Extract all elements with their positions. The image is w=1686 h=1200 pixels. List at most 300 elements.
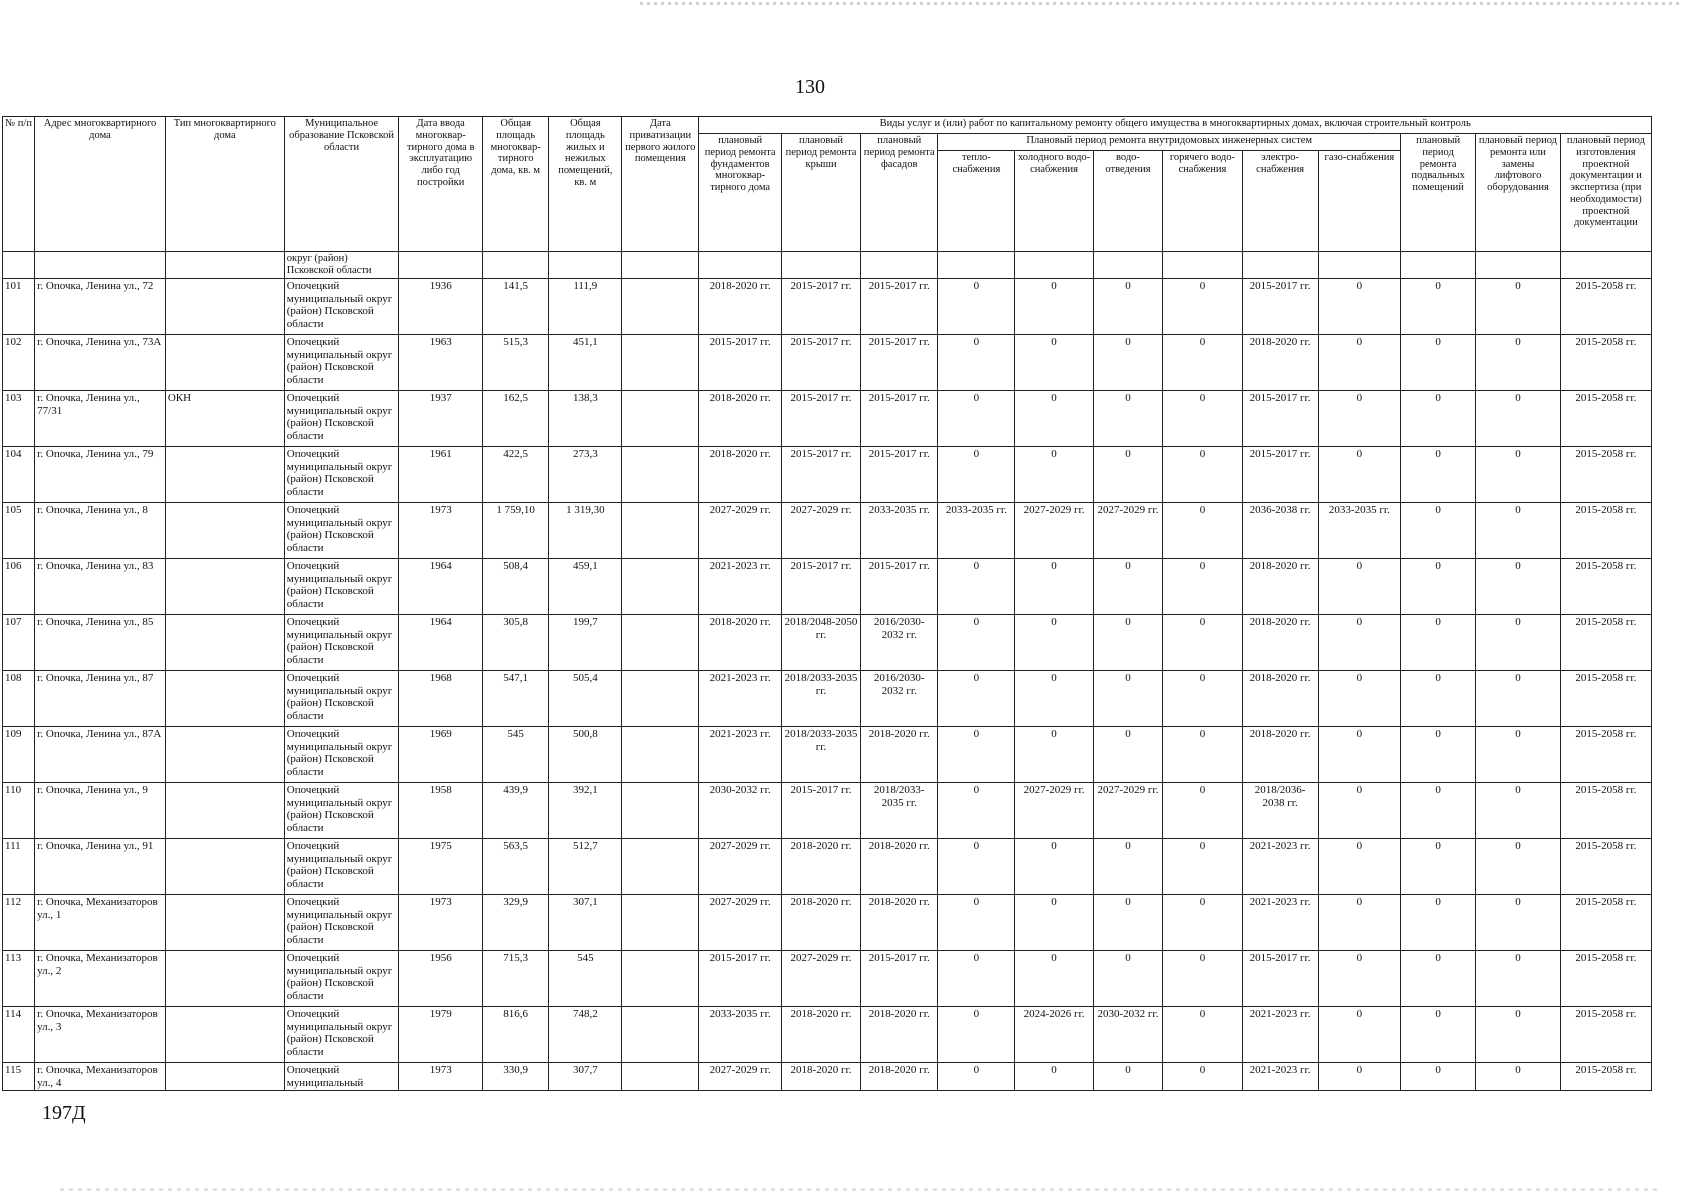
cell-foundation: 2015-2017 гг. (699, 951, 782, 1007)
cell-gas: 0 (1318, 783, 1401, 839)
cell-living-area: 500,8 (549, 727, 622, 783)
cell-municipality: Опочецкий муниципальный округ (район) Псковской области (284, 615, 399, 671)
cell-hot-water: 0 (1163, 671, 1242, 727)
cell-elevator: 0 (1476, 279, 1561, 335)
cell-sewage: 0 (1093, 671, 1163, 727)
cell-hot-water: 0 (1163, 895, 1242, 951)
cell-design-docs: 2015-2058 гг. (1560, 895, 1651, 951)
cell-roof: 2018-2020 гг. (781, 839, 860, 895)
col-sewage-header: водо-отведения (1093, 151, 1163, 252)
cell-year: 1979 (399, 1007, 483, 1063)
cell-design-docs: 2015-2058 гг. (1560, 1063, 1651, 1091)
cell-type (165, 895, 284, 951)
cell-heat: 0 (938, 839, 1015, 895)
cell-gas: 0 (1318, 671, 1401, 727)
cell-privatization (622, 1007, 699, 1063)
cell-facade: 2018/2033-2035 гг. (861, 783, 938, 839)
cell-privatization (622, 615, 699, 671)
cell-address: г. Опочка, Ленина ул., 9 (35, 783, 166, 839)
cell-design-docs: 2015-2058 гг. (1560, 447, 1651, 503)
cell-foundation: 2033-2035 гг. (699, 1007, 782, 1063)
cell-elevator: 0 (1476, 615, 1561, 671)
cell-living-area: 111,9 (549, 279, 622, 335)
cell-gas: 0 (1318, 951, 1401, 1007)
cell-design-docs: 2015-2058 гг. (1560, 951, 1651, 1007)
cell-privatization (622, 559, 699, 615)
cell-elevator: 0 (1476, 1063, 1561, 1091)
cell-municipality: Опочецкий муниципальный округ (район) Псковской области (284, 671, 399, 727)
table-row (3, 895, 1652, 951)
cell-year: 1964 (399, 615, 483, 671)
continuation-municipality: округ (район) Псковской области (284, 252, 399, 279)
cell-total-area: 563,5 (482, 839, 548, 895)
page-number: 130 (795, 76, 825, 98)
table-row (3, 1063, 1652, 1091)
cell-living-area: 138,3 (549, 391, 622, 447)
cell-privatization (622, 839, 699, 895)
table-row (3, 1007, 1652, 1063)
cell-address: г. Опочка, Ленина ул., 87 (35, 671, 166, 727)
cell-type (165, 951, 284, 1007)
cell-municipality: Опочецкий муниципальный округ (район) Псковской области (284, 279, 399, 335)
services-group-header: Виды услуг и (или) работ по капитальному ремонту общего имущества в многоквартирных домах, включая строительный контроль (699, 117, 1652, 134)
cell-living-area: 512,7 (549, 839, 622, 895)
document-code: 197Д (42, 1102, 86, 1124)
header-row-top (3, 117, 1652, 134)
cell-privatization (622, 727, 699, 783)
table-row (3, 279, 1652, 335)
cell-hot-water: 0 (1163, 503, 1242, 559)
table-row (3, 335, 1652, 391)
cell-year: 1973 (399, 503, 483, 559)
cell-living-area: 1 319,30 (549, 503, 622, 559)
cell-sewage: 0 (1093, 615, 1163, 671)
cell-basement: 0 (1401, 335, 1476, 391)
cell-electricity: 2021-2023 гг. (1242, 1063, 1318, 1091)
cell-cold-water: 0 (1015, 1063, 1093, 1091)
cell-electricity: 2021-2023 гг. (1242, 839, 1318, 895)
cell-elevator: 0 (1476, 895, 1561, 951)
cell-gas: 0 (1318, 839, 1401, 895)
cell-total-area: 439,9 (482, 783, 548, 839)
cell-facade: 2015-2017 гг. (861, 951, 938, 1007)
cell-year: 1956 (399, 951, 483, 1007)
col-design-docs-header: плановый период изготовления проектной документации и экспертиза (при необходимости) проектной документации (1560, 134, 1651, 252)
cell-electricity: 2015-2017 гг. (1242, 391, 1318, 447)
cell-gas: 0 (1318, 1063, 1401, 1091)
cell-year: 1973 (399, 895, 483, 951)
cell-total-area: 715,3 (482, 951, 548, 1007)
cell-gas: 0 (1318, 279, 1401, 335)
cell-cold-water: 0 (1015, 951, 1093, 1007)
cell-living-area: 459,1 (549, 559, 622, 615)
cell-type (165, 1063, 284, 1091)
cell-foundation: 2018-2020 гг. (699, 279, 782, 335)
cell-cold-water: 0 (1015, 559, 1093, 615)
cell-elevator: 0 (1476, 727, 1561, 783)
cell-municipality: Опочецкий муниципальный округ (район) Псковской области (284, 391, 399, 447)
cell-elevator: 0 (1476, 839, 1561, 895)
cell-living-area: 199,7 (549, 615, 622, 671)
cell-electricity: 2021-2023 гг. (1242, 895, 1318, 951)
cell-roof: 2027-2029 гг. (781, 503, 860, 559)
cell-design-docs: 2015-2058 гг. (1560, 279, 1651, 335)
cell-heat: 0 (938, 391, 1015, 447)
cell-electricity: 2015-2017 гг. (1242, 447, 1318, 503)
cell-gas: 0 (1318, 391, 1401, 447)
cell-address: г. Опочка, Ленина ул., 77/31 (35, 391, 166, 447)
cell-heat: 2033-2035 гг. (938, 503, 1015, 559)
cell-total-area: 1 759,10 (482, 503, 548, 559)
scan-artifact-top (640, 2, 1680, 5)
cell-elevator: 0 (1476, 783, 1561, 839)
cell-year: 1936 (399, 279, 483, 335)
cell-privatization (622, 895, 699, 951)
cell-year: 1975 (399, 839, 483, 895)
cell-sewage: 0 (1093, 839, 1163, 895)
cell-total-area: 816,6 (482, 1007, 548, 1063)
cell-address: г. Опочка, Ленина ул., 85 (35, 615, 166, 671)
cell-elevator: 0 (1476, 335, 1561, 391)
cell-facade: 2015-2017 гг. (861, 335, 938, 391)
cell-facade: 2033-2035 гг. (861, 503, 938, 559)
cell-address: г. Опочка, Ленина ул., 72 (35, 279, 166, 335)
cell-total-area: 422,5 (482, 447, 548, 503)
cell-year: 1937 (399, 391, 483, 447)
cell-foundation: 2015-2017 гг. (699, 335, 782, 391)
cell-roof: 2015-2017 гг. (781, 559, 860, 615)
cell-heat: 0 (938, 279, 1015, 335)
cell-roof: 2018-2020 гг. (781, 895, 860, 951)
cell-municipality: Опочецкий муниципальный округ (район) Псковской области (284, 727, 399, 783)
cell-num: 112 (3, 895, 35, 951)
cell-num: 115 (3, 1063, 35, 1091)
cell-electricity: 2018-2020 гг. (1242, 671, 1318, 727)
cell-elevator: 0 (1476, 503, 1561, 559)
col-roof-header: плановый период ремонта крыши (781, 134, 860, 252)
cell-foundation: 2021-2023 гг. (699, 671, 782, 727)
cell-design-docs: 2015-2058 гг. (1560, 335, 1651, 391)
cell-basement: 0 (1401, 895, 1476, 951)
cell-foundation: 2030-2032 гг. (699, 783, 782, 839)
cell-cold-water: 0 (1015, 727, 1093, 783)
col-elevator-header: плановый период ремонта или замены лифтового оборудования (1476, 134, 1561, 252)
cell-privatization (622, 335, 699, 391)
cell-heat: 0 (938, 559, 1015, 615)
cell-municipality: Опочецкий муниципальный округ (район) Псковской области (284, 951, 399, 1007)
cell-design-docs: 2015-2058 гг. (1560, 671, 1651, 727)
cell-type (165, 839, 284, 895)
cell-hot-water: 0 (1163, 615, 1242, 671)
cell-electricity: 2015-2017 гг. (1242, 279, 1318, 335)
cell-foundation: 2021-2023 гг. (699, 727, 782, 783)
cell-year: 1964 (399, 559, 483, 615)
cell-sewage: 0 (1093, 895, 1163, 951)
cell-total-area: 141,5 (482, 279, 548, 335)
cell-elevator: 0 (1476, 951, 1561, 1007)
cell-living-area: 307,7 (549, 1063, 622, 1091)
cell-year: 1968 (399, 671, 483, 727)
cell-address: г. Опочка, Ленина ул., 87А (35, 727, 166, 783)
cell-facade: 2018-2020 гг. (861, 1063, 938, 1091)
cell-facade: 2016/2030-2032 гг. (861, 615, 938, 671)
cell-electricity: 2015-2017 гг. (1242, 951, 1318, 1007)
table-row (3, 615, 1652, 671)
col-total-area-header: Общая площадь многоквар-тирного дома, кв. м (482, 117, 548, 252)
cell-type (165, 727, 284, 783)
cell-facade: 2018-2020 гг. (861, 727, 938, 783)
cell-living-area: 545 (549, 951, 622, 1007)
col-commission-year-header: Дата ввода многоквар-тирного дома в эксплуатацию либо год постройки (399, 117, 483, 252)
cell-electricity: 2018/2036-2038 гг. (1242, 783, 1318, 839)
cell-basement: 0 (1401, 503, 1476, 559)
cell-municipality: Опочецкий муниципальный округ (район) Псковской области (284, 559, 399, 615)
cell-facade: 2018-2020 гг. (861, 1007, 938, 1063)
cell-roof: 2015-2017 гг. (781, 279, 860, 335)
cell-municipality: Опочецкий муниципальный округ (район) Псковской области (284, 895, 399, 951)
cell-living-area: 307,1 (549, 895, 622, 951)
col-basement-header: плановый период ремонта подвальных помещений (1401, 134, 1476, 252)
cell-address: г. Опочка, Механизаторов ул., 4 (35, 1063, 166, 1091)
cell-facade: 2016/2030-2032 гг. (861, 671, 938, 727)
cell-roof: 2015-2017 гг. (781, 783, 860, 839)
cell-municipality: Опочецкий муниципальный округ (район) Псковской области (284, 447, 399, 503)
cell-design-docs: 2015-2058 гг. (1560, 559, 1651, 615)
cell-num: 104 (3, 447, 35, 503)
cell-privatization (622, 391, 699, 447)
cell-roof: 2018/2033-2035 гг. (781, 671, 860, 727)
cell-total-area: 162,5 (482, 391, 548, 447)
cell-year: 1973 (399, 1063, 483, 1091)
col-address-header: Адрес многоквартирного дома (35, 117, 166, 252)
cell-type (165, 447, 284, 503)
cell-type (165, 615, 284, 671)
cell-total-area: 547,1 (482, 671, 548, 727)
cell-address: г. Опочка, Механизаторов ул., 3 (35, 1007, 166, 1063)
cell-privatization (622, 783, 699, 839)
cell-hot-water: 0 (1163, 727, 1242, 783)
col-hot-water-header: горячего водо-снабжения (1163, 151, 1242, 252)
cell-heat: 0 (938, 783, 1015, 839)
cell-heat: 0 (938, 1007, 1015, 1063)
cell-type (165, 559, 284, 615)
col-gas-header: газо-снабжения (1318, 151, 1401, 252)
cell-num: 113 (3, 951, 35, 1007)
cell-privatization (622, 671, 699, 727)
cell-type (165, 671, 284, 727)
table-row (3, 839, 1652, 895)
cell-roof: 2018/2048-2050 гг. (781, 615, 860, 671)
cell-sewage: 0 (1093, 727, 1163, 783)
cell-elevator: 0 (1476, 391, 1561, 447)
cell-elevator: 0 (1476, 1007, 1561, 1063)
cell-total-area: 508,4 (482, 559, 548, 615)
cell-year: 1969 (399, 727, 483, 783)
cell-foundation: 2027-2029 гг. (699, 839, 782, 895)
cell-design-docs: 2015-2058 гг. (1560, 839, 1651, 895)
cell-num: 114 (3, 1007, 35, 1063)
cell-municipality: Опочецкий муниципальный округ (район) Псковской области (284, 839, 399, 895)
cell-num: 111 (3, 839, 35, 895)
cell-num: 109 (3, 727, 35, 783)
cell-facade: 2015-2017 гг. (861, 391, 938, 447)
cell-privatization (622, 503, 699, 559)
col-privatization-header: Дата приватизации первого жилого помещения (622, 117, 699, 252)
cell-sewage: 2030-2032 гг. (1093, 1007, 1163, 1063)
cell-hot-water: 0 (1163, 951, 1242, 1007)
table-row (3, 447, 1652, 503)
cell-year: 1961 (399, 447, 483, 503)
cell-basement: 0 (1401, 727, 1476, 783)
cell-year: 1958 (399, 783, 483, 839)
cell-sewage: 2027-2029 гг. (1093, 503, 1163, 559)
cell-heat: 0 (938, 671, 1015, 727)
cell-cold-water: 0 (1015, 279, 1093, 335)
repair-schedule-table (2, 116, 1652, 1091)
cell-roof: 2018-2020 гг. (781, 1063, 860, 1091)
cell-gas: 0 (1318, 447, 1401, 503)
cell-sewage: 0 (1093, 279, 1163, 335)
cell-cold-water: 0 (1015, 671, 1093, 727)
col-foundation-header: плановый период ремонта фундаментов многоквар-тирного дома (699, 134, 782, 252)
cell-cold-water: 0 (1015, 615, 1093, 671)
cell-type: ОКН (165, 391, 284, 447)
cell-foundation: 2027-2029 гг. (699, 503, 782, 559)
cell-gas: 2033-2035 гг. (1318, 503, 1401, 559)
cell-cold-water: 2027-2029 гг. (1015, 503, 1093, 559)
cell-electricity: 2036-2038 гг. (1242, 503, 1318, 559)
cell-foundation: 2027-2029 гг. (699, 1063, 782, 1091)
cell-gas: 0 (1318, 615, 1401, 671)
cell-design-docs: 2015-2058 гг. (1560, 615, 1651, 671)
cell-basement: 0 (1401, 951, 1476, 1007)
cell-facade: 2015-2017 гг. (861, 279, 938, 335)
cell-sewage: 0 (1093, 335, 1163, 391)
continuation-row (3, 252, 1652, 279)
cell-sewage: 0 (1093, 447, 1163, 503)
cell-num: 102 (3, 335, 35, 391)
cell-num: 105 (3, 503, 35, 559)
table-row (3, 727, 1652, 783)
cell-cold-water: 0 (1015, 335, 1093, 391)
cell-cold-water: 0 (1015, 839, 1093, 895)
table-row (3, 503, 1652, 559)
cell-municipality: Опочецкий муниципальный округ (район) Псковской области (284, 335, 399, 391)
cell-sewage: 0 (1093, 391, 1163, 447)
table-row (3, 559, 1652, 615)
cell-electricity: 2018-2020 гг. (1242, 559, 1318, 615)
cell-roof: 2015-2017 гг. (781, 335, 860, 391)
cell-living-area: 451,1 (549, 335, 622, 391)
cell-foundation: 2027-2029 гг. (699, 895, 782, 951)
cell-foundation: 2018-2020 гг. (699, 615, 782, 671)
cell-address: г. Опочка, Ленина ул., 83 (35, 559, 166, 615)
cell-total-area: 545 (482, 727, 548, 783)
cell-total-area: 329,9 (482, 895, 548, 951)
cell-total-area: 305,8 (482, 615, 548, 671)
cell-living-area: 505,4 (549, 671, 622, 727)
cell-heat: 0 (938, 951, 1015, 1007)
cell-gas: 0 (1318, 1007, 1401, 1063)
col-heat-header: тепло-снабжения (938, 151, 1015, 252)
cell-basement: 0 (1401, 783, 1476, 839)
cell-municipality: Опочецкий муниципальный округ (район) Псковской области (284, 1007, 399, 1063)
cell-hot-water: 0 (1163, 1063, 1242, 1091)
cell-hot-water: 0 (1163, 559, 1242, 615)
cell-municipality: Опочецкий муниципальный округ (район) Псковской области (284, 783, 399, 839)
cell-facade: 2018-2020 гг. (861, 839, 938, 895)
cell-roof: 2015-2017 гг. (781, 391, 860, 447)
cell-foundation: 2021-2023 гг. (699, 559, 782, 615)
table-row (3, 391, 1652, 447)
cell-living-area: 273,3 (549, 447, 622, 503)
cell-num: 103 (3, 391, 35, 447)
cell-num: 108 (3, 671, 35, 727)
cell-privatization (622, 447, 699, 503)
cell-design-docs: 2015-2058 гг. (1560, 1007, 1651, 1063)
cell-privatization (622, 1063, 699, 1091)
cell-hot-water: 0 (1163, 1007, 1242, 1063)
cell-hot-water: 0 (1163, 279, 1242, 335)
cell-type (165, 279, 284, 335)
cell-facade: 2015-2017 гг. (861, 559, 938, 615)
cell-sewage: 0 (1093, 559, 1163, 615)
cell-basement: 0 (1401, 559, 1476, 615)
cell-roof: 2018-2020 гг. (781, 1007, 860, 1063)
cell-basement: 0 (1401, 279, 1476, 335)
cell-design-docs: 2015-2058 гг. (1560, 391, 1651, 447)
table-row (3, 783, 1652, 839)
table-row (3, 951, 1652, 1007)
cell-elevator: 0 (1476, 447, 1561, 503)
cell-num: 106 (3, 559, 35, 615)
cell-heat: 0 (938, 1063, 1015, 1091)
cell-heat: 0 (938, 895, 1015, 951)
cell-address: г. Опочка, Ленина ул., 73А (35, 335, 166, 391)
cell-electricity: 2018-2020 гг. (1242, 727, 1318, 783)
col-electricity-header: электро-снабжения (1242, 151, 1318, 252)
cell-basement: 0 (1401, 391, 1476, 447)
table-row (3, 671, 1652, 727)
cell-hot-water: 0 (1163, 391, 1242, 447)
cell-design-docs: 2015-2058 гг. (1560, 727, 1651, 783)
cell-cold-water: 0 (1015, 447, 1093, 503)
cell-num: 107 (3, 615, 35, 671)
cell-basement: 0 (1401, 1007, 1476, 1063)
cell-gas: 0 (1318, 559, 1401, 615)
cell-address: г. Опочка, Ленина ул., 79 (35, 447, 166, 503)
cell-municipality: Опочецкий муниципальный (284, 1063, 399, 1091)
cell-cold-water: 2024-2026 гг. (1015, 1007, 1093, 1063)
cell-electricity: 2021-2023 гг. (1242, 1007, 1318, 1063)
cell-address: г. Опочка, Механизаторов ул., 2 (35, 951, 166, 1007)
cell-type (165, 1007, 284, 1063)
cell-heat: 0 (938, 447, 1015, 503)
col-living-area-header: Общая площадь жилых и нежилых помещений, кв. м (549, 117, 622, 252)
cell-type (165, 335, 284, 391)
cell-electricity: 2018-2020 гг. (1242, 615, 1318, 671)
cell-living-area: 748,2 (549, 1007, 622, 1063)
cell-gas: 0 (1318, 335, 1401, 391)
cell-living-area: 392,1 (549, 783, 622, 839)
cell-type (165, 783, 284, 839)
col-facade-header: плановый период ремонта фасадов (861, 134, 938, 252)
cell-heat: 0 (938, 335, 1015, 391)
cell-type (165, 503, 284, 559)
cell-roof: 2018/2033-2035 гг. (781, 727, 860, 783)
cell-address: г. Опочка, Ленина ул., 8 (35, 503, 166, 559)
cell-cold-water: 0 (1015, 391, 1093, 447)
